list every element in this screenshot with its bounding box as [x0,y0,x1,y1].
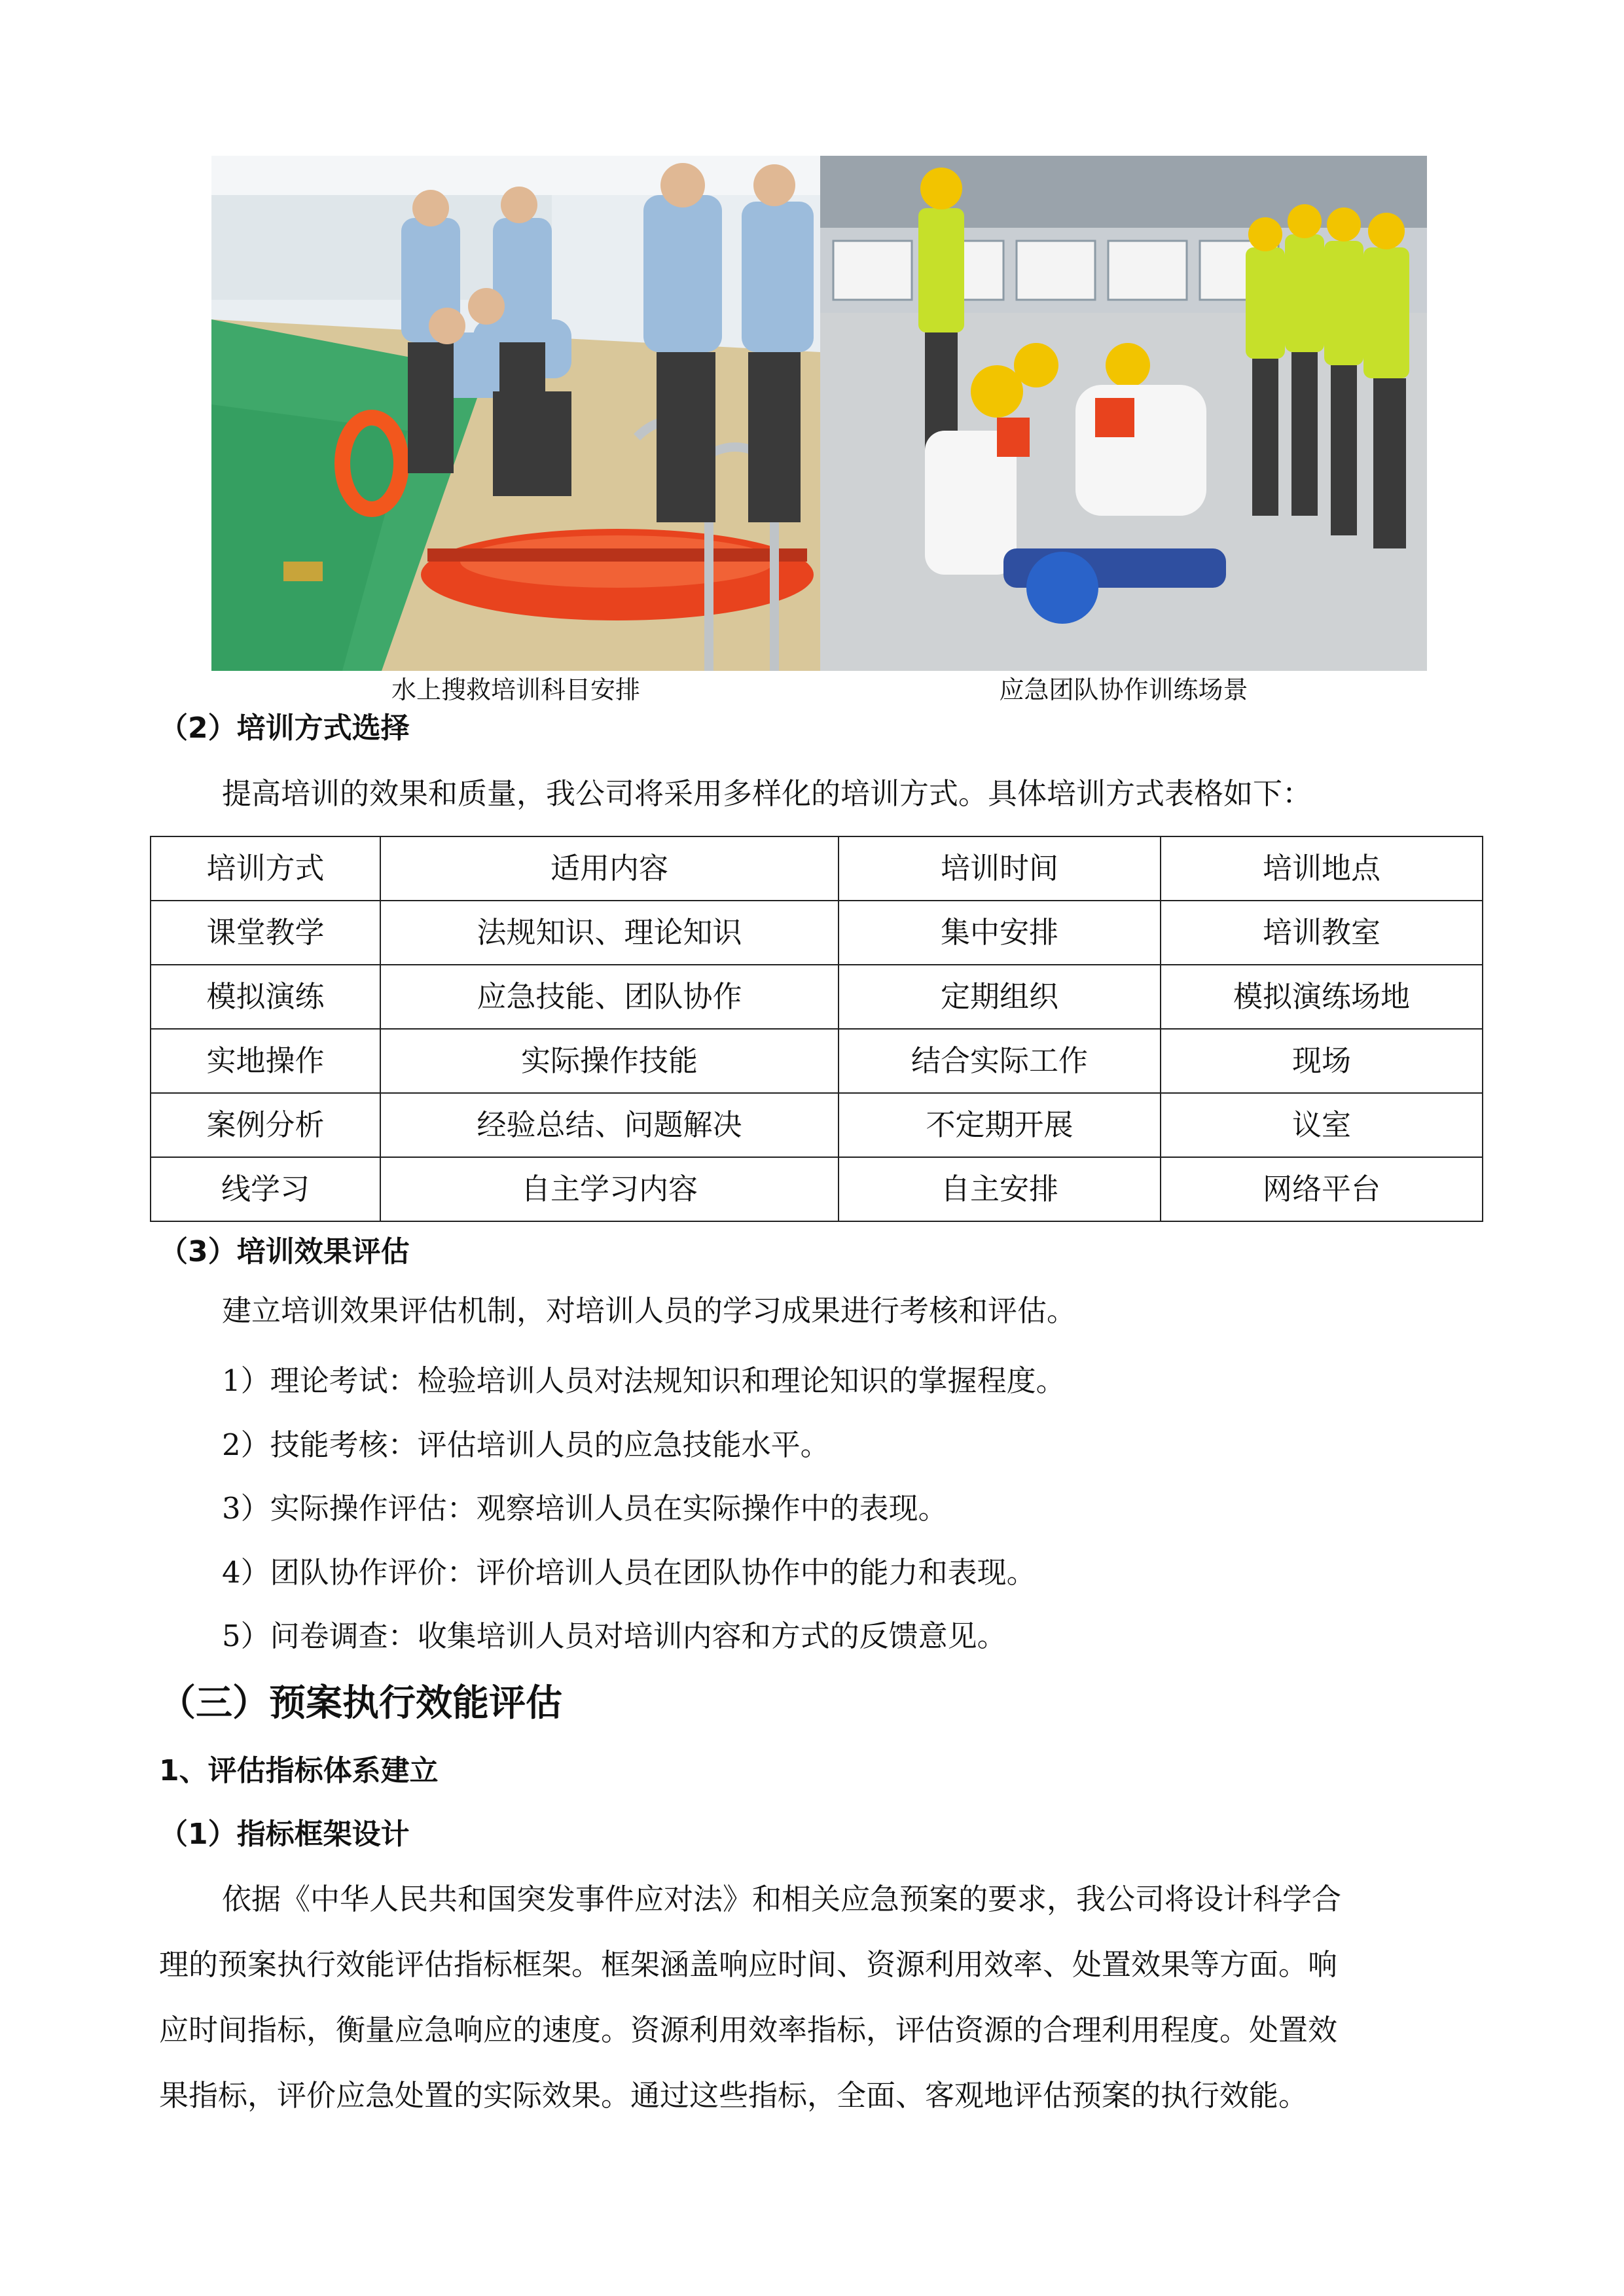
chapter-heading: （三）预案执行效能评估 [159,1682,562,1725]
table-cell: 实地操作 [151,1029,380,1093]
subsection-heading: 1、评估指标体系建立 [159,1754,439,1787]
paragraph-line: 果指标，评价应急处置的实际效果。通过这些指标，全面、客观地评估预案的执行效能。 [159,2078,1308,2113]
list-item: 3）实际操作评估：观察培训人员在实际操作中的表现。 [222,1491,948,1526]
list-item: 4）团队协作评价：评价培训人员在团队协作中的能力和表现。 [222,1555,1036,1590]
table-cell: 模拟演练 [151,965,380,1029]
list-item: 5）问卷调查：收集培训人员对培训内容和方式的反馈意见。 [222,1619,1007,1653]
figure-caption-right: 应急团队协作训练场景 [999,675,1248,704]
table-cell: 自主学习内容 [380,1157,839,1221]
framework-paragraph [159,1867,1488,2128]
water-rescue-photo [211,156,820,671]
table-row [151,965,1483,1029]
table-cell: 现场 [1161,1029,1483,1093]
table-cell: 网络平台 [1161,1157,1483,1221]
table-cell: 法规知识、理论知识 [380,901,839,965]
table-row [151,1093,1483,1157]
figure-caption-left: 水上搜救培训科目安排 [391,675,640,704]
table-header-cell: 培训时间 [839,836,1161,901]
paragraph-line: 依据《中华人民共和国突发事件应对法》和相关应急预案的要求，我公司将设计科学合 [222,1882,1342,1916]
list-item: 1）理论考试：检验培训人员对法规知识和理论知识的掌握程度。 [222,1363,1066,1398]
table-cell: 自主安排 [839,1157,1161,1221]
table-cell: 定期组织 [839,965,1161,1029]
team-drill-photo [820,156,1427,671]
table-row [151,1157,1483,1221]
table-cell: 集中安排 [839,901,1161,965]
table-header-cell: 适用内容 [380,836,839,901]
table-row [151,1029,1483,1093]
section-heading-training-methods: （2）培训方式选择 [159,711,410,745]
table-cell: 结合实际工作 [839,1029,1161,1093]
table-cell: 经验总结、问题解决 [380,1093,839,1157]
table-row [151,901,1483,965]
list-item: 2）技能考核：评估培训人员的应急技能水平。 [222,1427,830,1462]
training-methods-table [150,836,1483,1222]
subsubsection-heading: （1）指标框架设计 [159,1818,410,1851]
table-cell: 培训教室 [1161,901,1483,965]
paragraph-line: 应时间指标，衡量应急响应的速度。资源利用效率指标，评估资源的合理利用程度。处置效 [159,2013,1338,2047]
table-cell: 模拟演练场地 [1161,965,1483,1029]
table-cell: 案例分析 [151,1093,380,1157]
section-intro-training-evaluation: 建立培训效果评估机制，对培训人员的学习成果进行考核和评估。 [222,1293,1077,1328]
table-cell: 线学习 [151,1157,380,1221]
table-header-cell: 培训方式 [151,836,380,901]
paragraph-line: 理的预案执行效能评估指标框架。框架涵盖响应时间、资源利用效率、处置效果等方面。响 [159,1947,1338,1982]
table-cell: 实际操作技能 [380,1029,839,1093]
table-cell: 议室 [1161,1093,1483,1157]
section-heading-training-evaluation: （3）培训效果评估 [159,1235,410,1268]
table-header-cell: 培训地点 [1161,836,1483,901]
section-intro-training-methods: 提高培训的效果和质量，我公司将采用多样化的培训方式。具体培训方式表格如下： [222,776,1312,811]
table-cell: 课堂教学 [151,901,380,965]
table-cell: 应急技能、团队协作 [380,965,839,1029]
table-cell: 不定期开展 [839,1093,1161,1157]
table-header-row [151,836,1483,901]
